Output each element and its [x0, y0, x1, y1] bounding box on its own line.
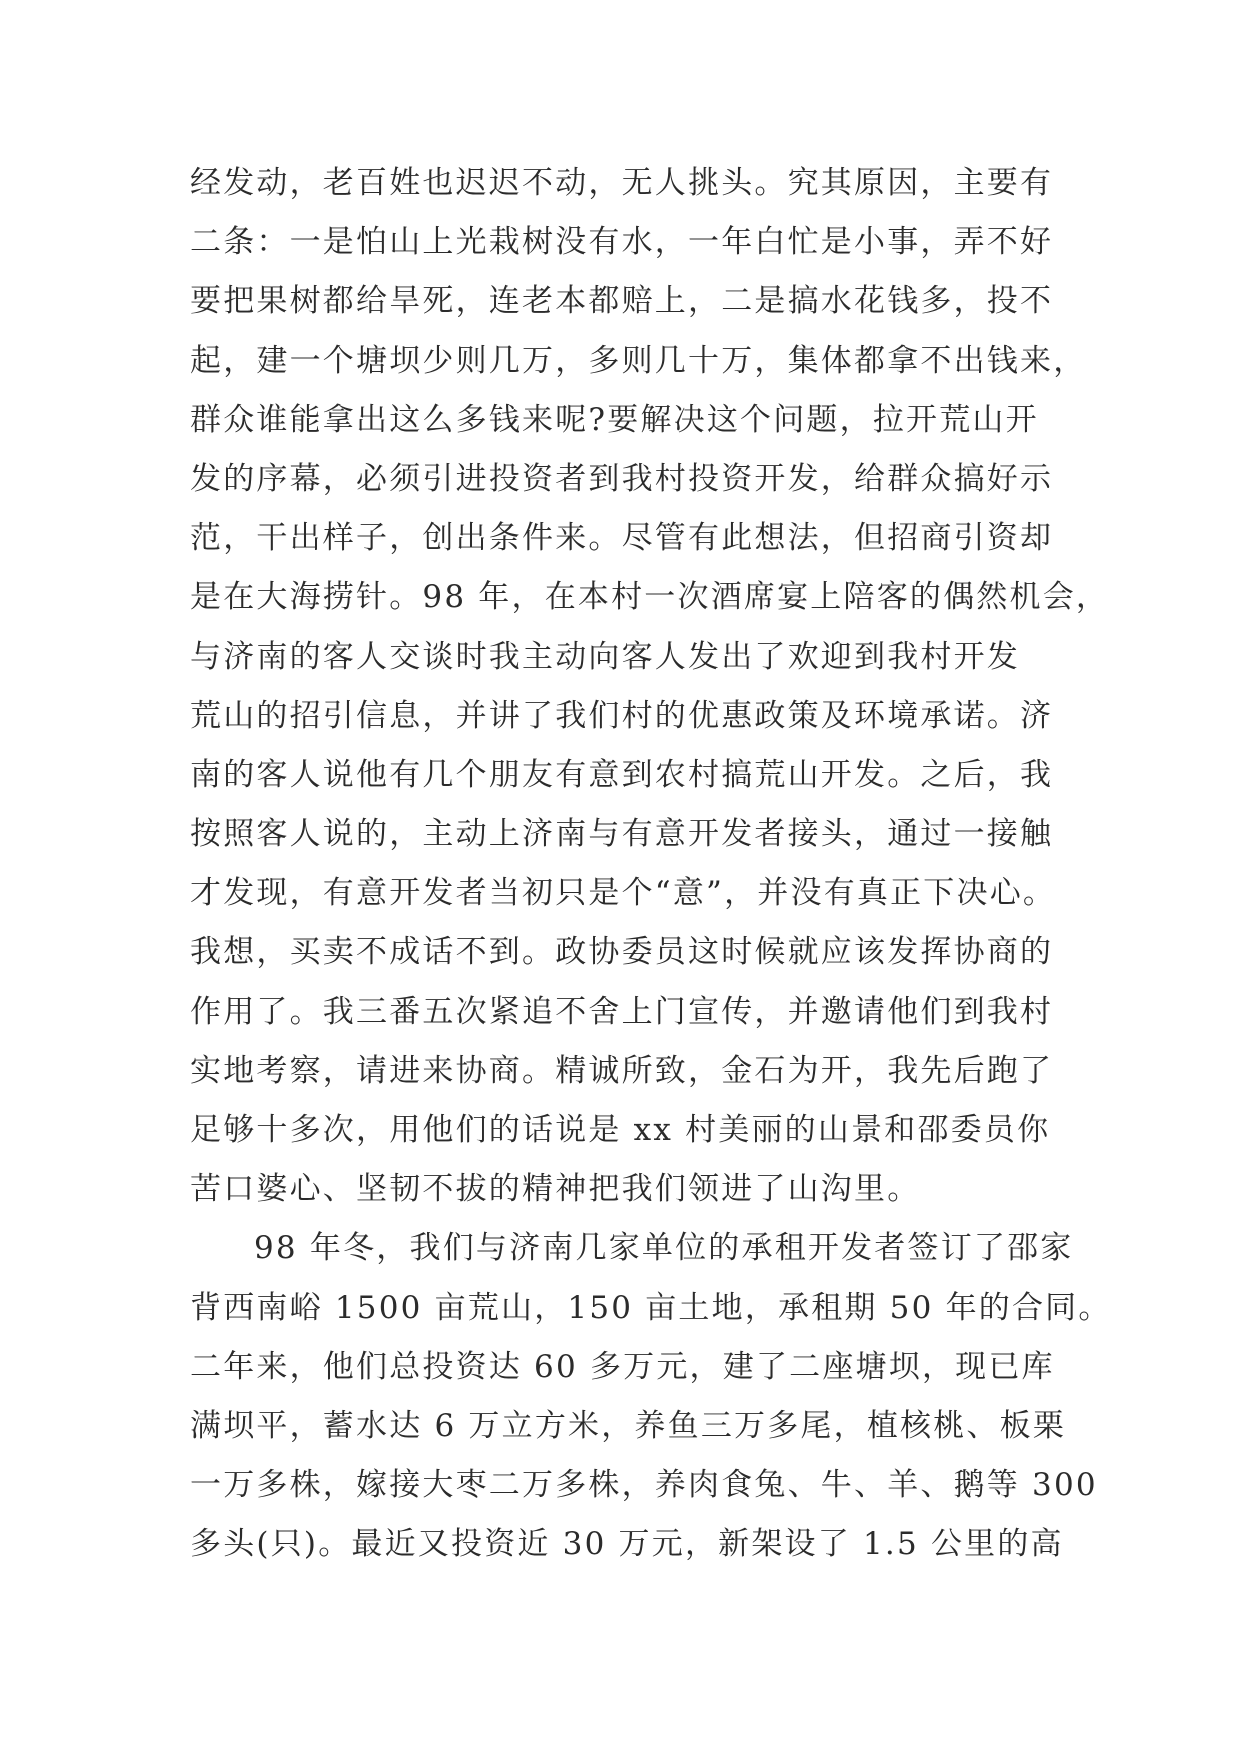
text-line: 二年来，他们总投资达 60 多万元，建了二座塘坝，现已库	[190, 1348, 1055, 1385]
text-line: 是在大海捞针。98 年，在本村一次酒席宴上陪客的偶然机会，	[190, 579, 1110, 616]
text-line: 实地考察，请进来协商。精诚所致，金石为开，我先后跑了	[190, 1052, 1054, 1089]
text-line: 作用了。我三番五次紧追不舍上门宣传，并邀请他们到我村	[190, 993, 1054, 1030]
text-line: 按照客人说的，主动上济南与有意开发者接头，通过一接触	[190, 816, 1054, 853]
text-line: 与济南的客人交谈时我主动向客人发出了欢迎到我村开发	[190, 638, 1020, 675]
text-line: 多头(只)。最近又投资近 30 万元，新架设了 1.5 公里的高	[190, 1526, 1064, 1563]
text-line: 苦口婆心、坚韧不拔的精神把我们领进了山沟里。	[190, 1171, 921, 1208]
text-line-indented: 98 年冬，我们与济南几家单位的承租开发者签订了邵家	[254, 1230, 1074, 1267]
text-line: 南的客人说他有几个朋友有意到农村搞荒山开发。之后，我	[190, 756, 1054, 793]
paragraph-1	[190, 154, 1110, 1219]
text-line: 范，干出样子，创出条件来。尽管有此想法，但招商引资却	[190, 520, 1054, 557]
text-line: 满坝平，蓄水达 6 万立方米，养鱼三万多尾，植核桃、板栗	[190, 1407, 1067, 1444]
text-line: 二条：一是怕山上光栽树没有水，一年白忙是小事，弄不好	[190, 224, 1054, 261]
text-line: 一万多株，嫁接大枣二万多株，养肉食兔、牛、羊、鹅等 300	[190, 1467, 1098, 1504]
text-line: 群众谁能拿出这么多钱来呢?要解决这个问题，拉开荒山开	[190, 401, 1039, 438]
text-line: 我想，买卖不成话不到。政协委员这时候就应该发挥协商的	[190, 934, 1054, 971]
text-line: 背西南峪 1500 亩荒山，150 亩土地，承租期 50 年的合同。	[190, 1289, 1112, 1326]
text-line: 发的序幕，必须引进投资者到我村投资开发，给群众搞好示	[190, 460, 1054, 497]
text-line: 荒山的招引信息，并讲了我们村的优惠政策及环境承诺。济	[190, 697, 1054, 734]
document-body	[190, 154, 1112, 1575]
text-line: 起，建一个塘坝少则几万，多则几十万，集体都拿不出钱来，	[190, 342, 1087, 379]
text-line: 要把果树都给旱死，连老本都赔上，二是搞水花钱多，投不	[190, 283, 1054, 320]
paragraph-2	[190, 1219, 1112, 1574]
text-line: 足够十多次，用他们的话说是 xx 村美丽的山景和邵委员你	[190, 1112, 1051, 1148]
text-line: 才发现，有意开发者当初只是个“意”，并没有真正下决心。	[190, 875, 1057, 912]
text-line: 经发动，老百姓也迟迟不动，无人挑头。究其原因，主要有	[190, 165, 1054, 201]
